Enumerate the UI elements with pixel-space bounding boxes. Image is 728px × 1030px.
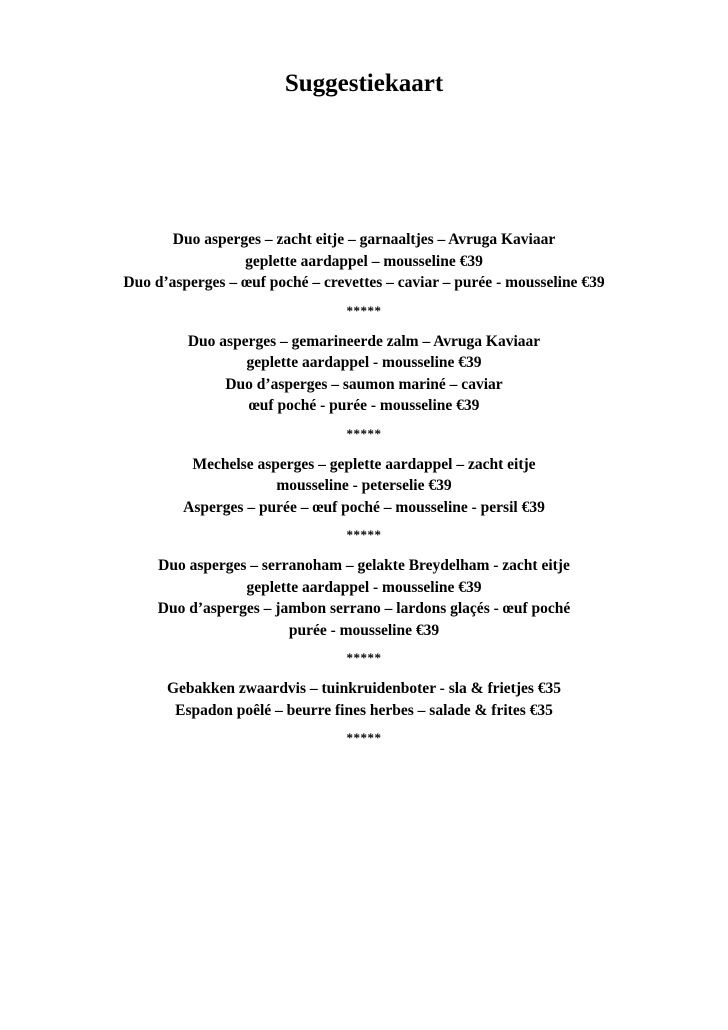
menu-section-duo-garnaaltjes: [0, 229, 728, 318]
menu-item-line: geplette aardappel - mousseline €39: [246, 578, 482, 596]
menu-item-line: Duo asperges – zacht eitje – garnaaltjes – Avruga Kaviaar: [172, 231, 556, 248]
section-separator: *****: [346, 527, 382, 542]
menu-item-line: Asperges – purée – œuf poché – mousseline - persil €39: [183, 498, 545, 516]
section-separator: *****: [346, 425, 382, 441]
section-separator: *****: [346, 650, 382, 665]
menu-item-line: Espadon poêlé – beurre fines herbes – salade & frites €35: [175, 701, 553, 719]
menu-item-line: Duo d’asperges – œuf poché – crevettes – caviar – purée - mousseline €39: [123, 274, 605, 291]
menu-item-line: œuf poché - purée - mousseline €39: [248, 397, 480, 414]
menu-section-duo-serranoham: [0, 555, 728, 665]
menu-section-mechelse-asperges: [0, 454, 728, 543]
menu-item-line: Mechelse asperges – geplette aardappel – zacht eitje: [192, 455, 536, 473]
menu-list: [0, 229, 728, 758]
menu-item-line: Duo d’asperges – jambon serrano – lardons glaçés - œuf poché: [157, 600, 571, 617]
menu-item-line: Duo d’asperges – saumon mariné – caviar: [225, 375, 503, 393]
menu-item-line: mousseline - peterselie €39: [276, 477, 452, 494]
menu-section-zwaardvis: [0, 678, 728, 745]
page-title: Suggestiekaart: [284, 70, 444, 97]
menu-section-duo-zalm: [0, 331, 728, 441]
menu-item-line: geplette aardappel - mousseline €39: [246, 354, 482, 371]
section-separator: *****: [346, 302, 382, 318]
menu-item-line: Gebakken zwaardvis – tuinkruidenboter - sla & frietjes €35: [166, 680, 562, 697]
menu-item-line: geplette aardappel – mousseline €39: [245, 252, 483, 270]
menu-item-line: Duo asperges – serranoham – gelakte Breydelham - zacht eitje: [158, 557, 570, 574]
section-separator: *****: [346, 730, 382, 745]
menu-item-line: purée - mousseline €39: [288, 621, 440, 639]
menu-item-line: Duo asperges – gemarineerde zalm – Avruga Kaviaar: [187, 332, 541, 350]
